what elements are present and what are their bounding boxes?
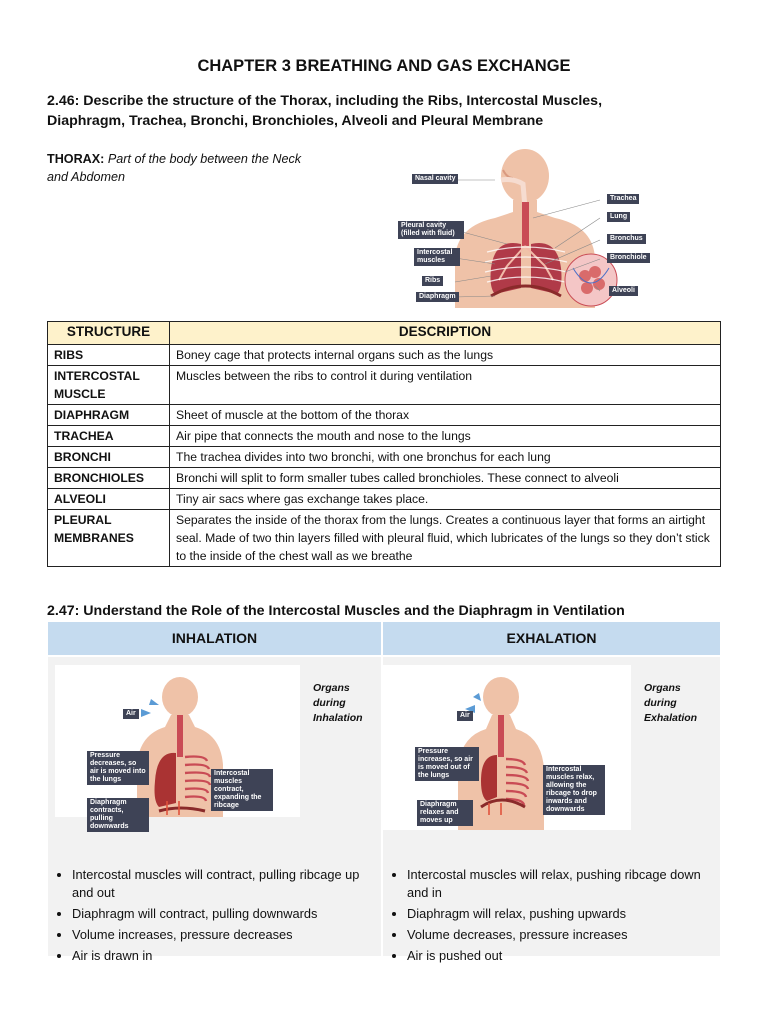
table-row xyxy=(48,426,721,447)
table-row xyxy=(48,366,721,405)
structure-cell: DIAPHRAGM xyxy=(48,405,170,426)
exhalation-diagram-cell xyxy=(383,657,720,860)
description-cell: Separates the inside of the thorax from the lungs. Creates a continuous layer that forms an airtight seal. Made of two thin layers filled with pleural fluid, which lubricates of the lungs so they don’t stick to the inside of the chest wall as we breathe xyxy=(170,510,721,567)
description-cell: The trachea divides into two bronchi, with one bronchus for each lung xyxy=(170,447,721,468)
description-cell: Sheet of muscle at the bottom of the thorax xyxy=(170,405,721,426)
structure-cell: BRONCHIOLES xyxy=(48,468,170,489)
description-cell: Air pipe that connects the mouth and nose to the lungs xyxy=(170,426,721,447)
table-row xyxy=(48,447,721,468)
label-alveoli: Alveoli xyxy=(609,286,638,296)
structure-cell: PLEURAL MEMBRANES xyxy=(48,510,170,567)
column-header-description: DESCRIPTION xyxy=(170,322,721,345)
organs-during-inhalation-label xyxy=(313,681,363,726)
label-diaphragm: Diaphragm xyxy=(416,292,459,302)
organs-during-exhalation-label xyxy=(644,681,697,726)
list-item: • Air is pushed out xyxy=(407,947,720,965)
organs-label-line2: during xyxy=(644,697,677,709)
section-2-46-heading-line1: 2.46: Describe the structure of the Thorax, including the Ribs, Intercostal Muscles, xyxy=(47,93,603,109)
structure-cell: INTERCOSTAL MUSCLE xyxy=(48,366,170,405)
thorax-def-line2: and Abdomen xyxy=(47,170,125,184)
exhalation-label-intercostal: Intercostal muscles relax, allowing the ribcage to drop inwards and downwards xyxy=(543,765,605,815)
organs-label-line1: Organs xyxy=(644,682,681,694)
table-row xyxy=(48,489,721,510)
organs-label-line1: Organs xyxy=(313,682,350,694)
inhalation-label-air: Air xyxy=(123,709,139,719)
thorax-diagram xyxy=(395,148,655,308)
table-row xyxy=(48,510,721,567)
exhalation-points-list xyxy=(383,866,720,965)
column-header-structure: STRUCTURE xyxy=(48,322,170,345)
table-row xyxy=(48,405,721,426)
table-row xyxy=(48,345,721,366)
list-item: • Diaphragm will contract, pulling downwards xyxy=(72,905,381,923)
table-header-row xyxy=(48,322,721,345)
exhalation-label-air: Air xyxy=(457,711,473,721)
organs-label-line3: Inhalation xyxy=(313,712,363,724)
label-ribs: Ribs xyxy=(422,276,443,286)
description-cell: Muscles between the ribs to control it during ventilation xyxy=(170,366,721,405)
exhalation-label-pressure: Pressure increases, so air is moved out of the lungs xyxy=(415,747,479,781)
label-lung: Lung xyxy=(607,212,630,222)
label-bronchus: Bronchus xyxy=(607,234,646,244)
exhalation-points-cell xyxy=(383,860,720,963)
inhalation-points-list xyxy=(48,866,381,965)
section-2-46-heading-line2: Diaphragm, Trachea, Bronchi, Bronchioles, Alveoli and Pleural Membrane xyxy=(47,113,544,129)
organs-label-line2: during xyxy=(313,697,346,709)
label-intercostal-muscles: Intercostal muscles xyxy=(414,248,460,266)
inhalation-points-cell xyxy=(48,860,381,963)
structure-cell: BRONCHI xyxy=(48,447,170,468)
description-cell: Tiny air sacs where gas exchange takes place. xyxy=(170,489,721,510)
list-item: • Diaphragm will relax, pushing upwards xyxy=(407,905,720,923)
page-title: CHAPTER 3 BREATHING AND GAS EXCHANGE xyxy=(197,57,571,75)
inhalation-label-pressure: Pressure decreases, so air is moved into the lungs xyxy=(87,751,149,785)
table-row xyxy=(48,468,721,489)
structure-cell: TRACHEA xyxy=(48,426,170,447)
list-item: • Volume increases, pressure decreases xyxy=(72,926,381,944)
label-nasal-cavity: Nasal cavity xyxy=(412,174,458,184)
exhalation-diagram xyxy=(383,665,631,830)
inhalation-label-diaphragm: Diaphragm contracts, pulling downwards xyxy=(87,798,149,832)
label-bronchiole: Bronchiole xyxy=(607,253,650,263)
thorax-def-line1: Part of the body between the Neck xyxy=(107,152,302,166)
label-pleural-cavity: Pleural cavity (filled with fluid) xyxy=(398,221,464,239)
exhalation-header: EXHALATION xyxy=(383,622,720,655)
label-trachea: Trachea xyxy=(607,194,639,204)
structure-cell: RIBS xyxy=(48,345,170,366)
list-item: • Intercostal muscles will contract, pulling ribcage up and out xyxy=(72,866,381,902)
inhalation-header: INHALATION xyxy=(48,622,381,655)
inhalation-label-intercostal: Intercostal muscles contract, expanding the ribcage xyxy=(211,769,273,811)
ventilation-table xyxy=(48,622,720,963)
inhalation-diagram-cell xyxy=(48,657,381,860)
list-item: • Volume decreases, pressure increases xyxy=(407,926,720,944)
description-cell: Boney cage that protects internal organs such as the lungs xyxy=(170,345,721,366)
inhalation-diagram xyxy=(55,665,300,830)
description-cell: Bronchi will split to form smaller tubes called bronchioles. These connect to alveoli xyxy=(170,468,721,489)
list-item: • Intercostal muscles will relax, pushing ribcage down and in xyxy=(407,866,720,902)
thorax-definition xyxy=(47,150,347,186)
structure-cell: ALVEOLI xyxy=(48,489,170,510)
section-2-46-heading xyxy=(47,91,602,131)
exhalation-label-diaphragm: Diaphragm relaxes and moves up xyxy=(417,800,473,826)
section-2-47-heading: 2.47: Understand the Role of the Intercostal Muscles and the Diaphragm in Ventilation xyxy=(47,603,625,619)
thorax-term: THORAX: xyxy=(47,152,105,166)
list-item: • Air is drawn in xyxy=(72,947,381,965)
structure-table xyxy=(47,321,721,567)
organs-label-line3: Exhalation xyxy=(644,712,698,724)
